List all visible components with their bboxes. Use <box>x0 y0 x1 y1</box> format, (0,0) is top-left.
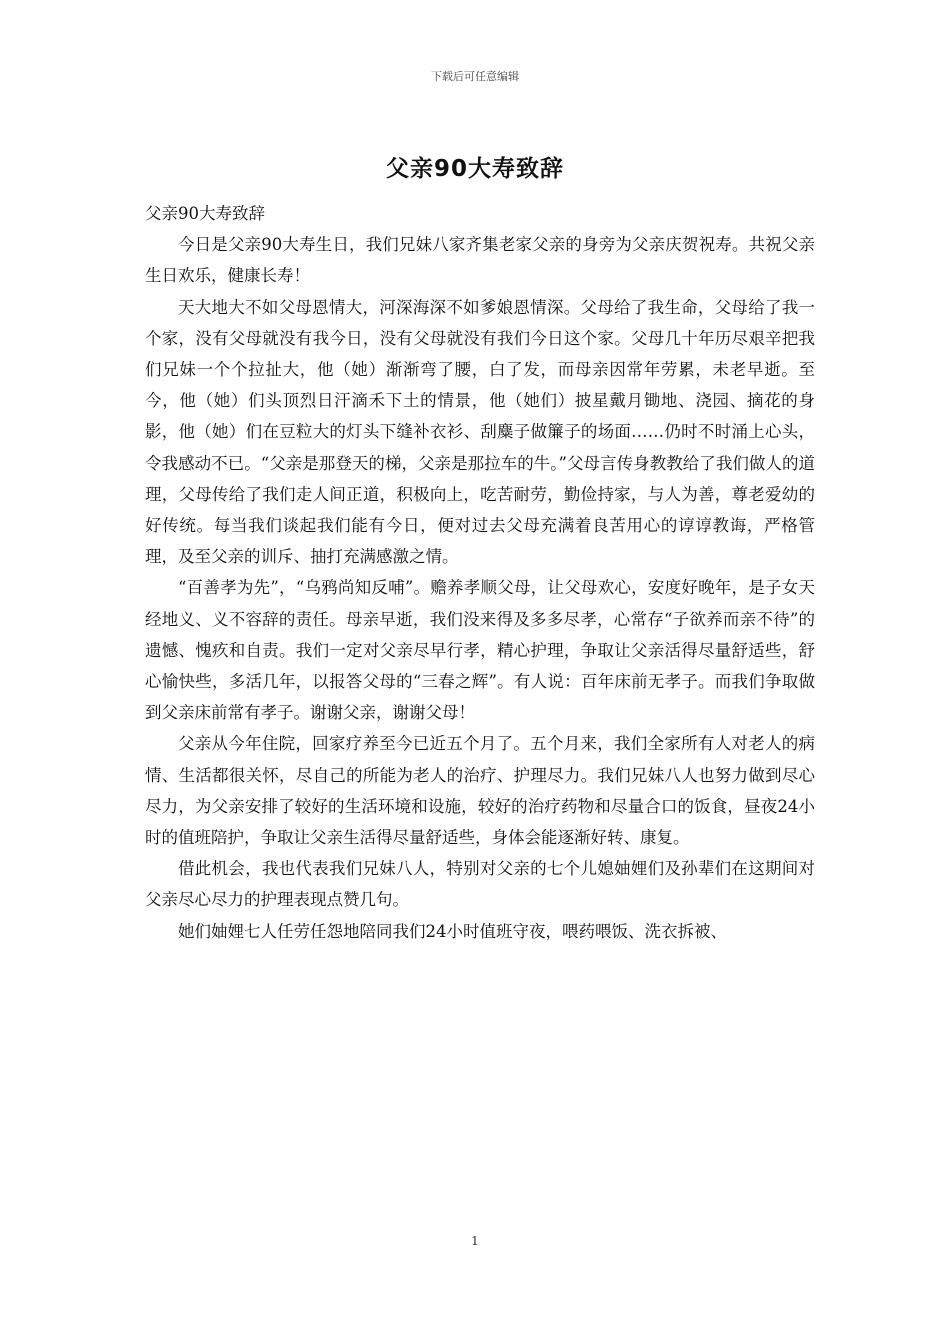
document-body <box>145 198 815 947</box>
paragraph: 今日是父亲90大寿生日，我们兄妹八家齐集老家父亲的身旁为父亲庆贺祝寿。共祝父亲生日欢乐，健康长寿！ <box>145 235 815 286</box>
header-note: 下载后可任意编辑 <box>431 70 519 83</box>
subtitle-line: 父亲90大寿致辞 <box>145 204 265 223</box>
paragraph: 父亲从今年住院，回家疗养至今已近五个月了。五个月来，我们全家所有人对老人的病情、生活都很关怀，尽自己的所能为老人的治疗、护理尽力。我们兄妹八人也努力做到尽心尽力，为父亲安排了较好的生活环境和设施，较好的治疗药物和尽量合口的饭食，昼夜24小时的值班陪护，争取让父亲生活得尽量舒适些，身体会能逐渐好转、康复。 <box>145 734 815 848</box>
paragraph: 借此机会，我也代表我们兄妹八人，特别对父亲的七个儿媳妯娌们及孙辈们在这期间对父亲尽心尽力的护理表现点赞几句。 <box>145 859 815 910</box>
paragraph: 她们妯娌七人任劳任怨地陪同我们24小时值班守夜，喂药喂饭、洗衣拆被、 <box>178 921 727 941</box>
paragraph: “百善孝为先”，“乌鸦尚知反哺”。赡养孝顺父母，让父母欢心，安度好晚年，是子女天经地义、义不容辞的责任。母亲早逝，我们没来得及多多尽孝，心常存“子欲养而亲不待”的遗憾、愧疚和自责。我们一定对父亲尽早行孝，精心护理，争取让父亲活得尽量舒适些，舒心愉快些，多活几年，以报答父母的“三春之辉”。有人说：百年床前无孝子。而我们争取做到父亲床前常有孝子。谢谢父亲，谢谢父母！ <box>145 578 815 723</box>
document-title: 父亲90大寿致辞 <box>385 156 564 182</box>
page-number: 1 <box>471 1234 479 1248</box>
paragraph: 天大地大不如父母恩情大，河深海深不如爹娘恩情深。父母给了我生命，父母给了我一个家，没有父母就没有我今日，没有父母就没有我们今日这个家。父母几十年历尽艰辛把我们兄妹一个个拉扯大，他（她）渐渐弯了腰，白了发，而母亲因常年劳累，未老早逝。至今，他（她）们头顶烈日汗滴禾下土的情景，他（她们）披星戴月锄地、浇园、摘花的身影，他（她）们在豆粒大的灯头下缝补衣衫、刮麋子做簾子的场面……仍时不时涌上心头，令我感动不已。“父亲是那登天的梯，父亲是那拉车的牛。”父母言传身教教给了我们做人的道理，父母传给了我们走人间正道，积极向上，吃苦耐劳，勤俭持家，与人为善，尊老爱幼的好传统。每当我们谈起我们能有今日，便对过去父母充满着良苦用心的谆谆教诲，严格管理，及至父亲的训斥、抽打充满感激之情。 <box>145 297 815 567</box>
